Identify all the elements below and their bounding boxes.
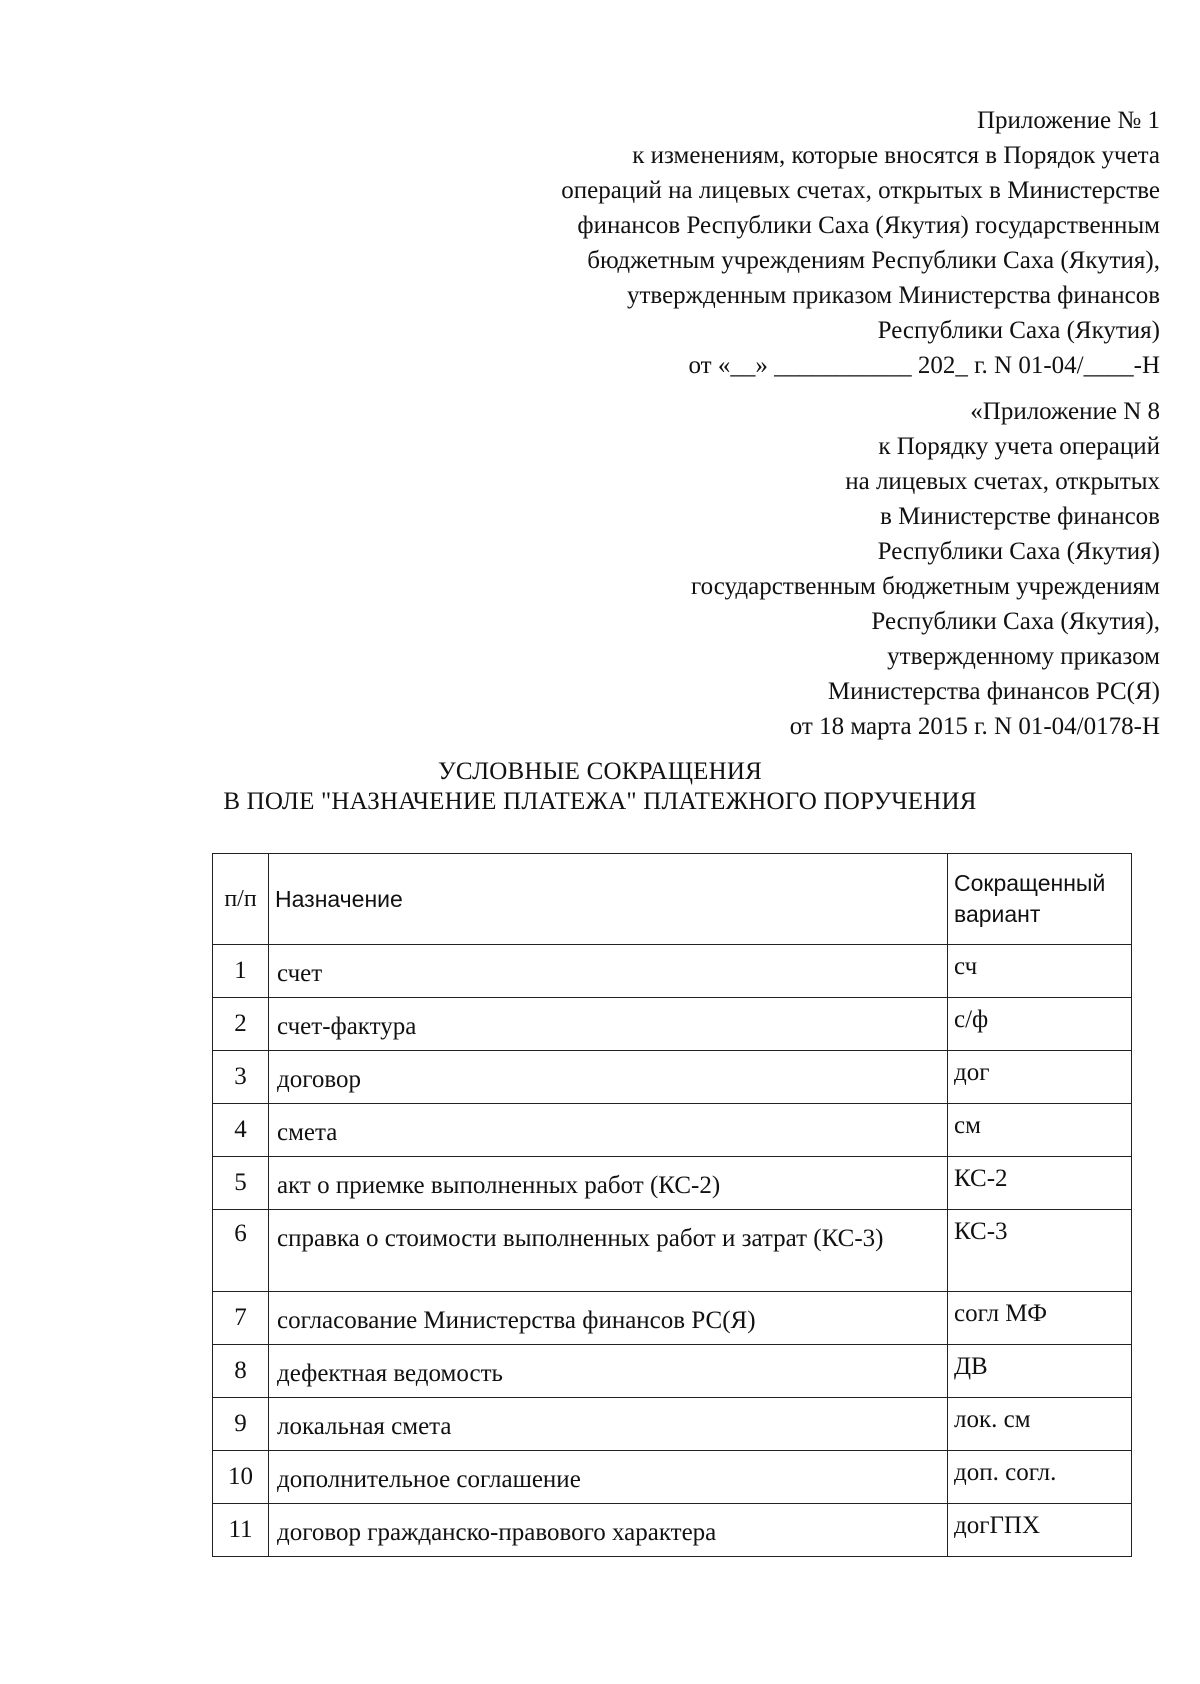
row-num: 6 — [213, 1210, 269, 1292]
appendix-8-line: Республики Саха (Якутия) — [877, 538, 1160, 565]
appendix-1-line: Республики Саха (Якутия) — [877, 317, 1160, 344]
appendix-1-line: финансов Республики Саха (Якутия) государственным — [577, 212, 1160, 239]
appendix-8-line: Республики Саха (Якутия), — [871, 608, 1160, 635]
appendix-8-line: Министерства финансов РС(Я) — [827, 678, 1160, 705]
row-name: дефектная ведомость — [269, 1345, 948, 1398]
appendix-1-header — [561, 103, 1160, 383]
table-header-row — [213, 854, 1132, 945]
row-name: договор гражданско-правового характера — [269, 1504, 948, 1557]
title-line-2: В ПОЛЕ "НАЗНАЧЕНИЕ ПЛАТЕЖА" ПЛАТЕЖНОГО ПОРУЧЕНИЯ — [223, 788, 977, 815]
row-abbr: лок. см — [948, 1398, 1132, 1451]
appendix-8-line: в Министерстве финансов — [880, 503, 1160, 530]
header-abbr: Сокращенный вариант — [948, 854, 1132, 945]
appendix-1-line: операций на лицевых счетах, открытых в Министерстве — [561, 177, 1160, 204]
table-row — [213, 945, 1132, 998]
table-row — [213, 1504, 1132, 1557]
table-row — [213, 1157, 1132, 1210]
row-name: договор — [269, 1051, 948, 1104]
appendix-8-header — [691, 394, 1160, 744]
row-abbr: КС-3 — [948, 1210, 1132, 1292]
appendix-1-line: утвержденным приказом Министерства финансов — [627, 282, 1160, 309]
row-abbr: ДВ — [948, 1345, 1132, 1398]
appendix-8-line: утвержденному приказом — [887, 643, 1160, 670]
table-row — [213, 1345, 1132, 1398]
table-row — [213, 1210, 1132, 1292]
row-name: согласование Министерства финансов РС(Я) — [269, 1292, 948, 1345]
appendix-1-line: бюджетным учреждениям Республики Саха (Якутия), — [587, 247, 1160, 274]
row-name: справка о стоимости выполненных работ и затрат (КС-3) — [269, 1210, 948, 1292]
row-name: дополнительное соглашение — [269, 1451, 948, 1504]
appendix-1-line: к изменениям, которые вносятся в Порядок учета — [632, 142, 1160, 169]
row-name: счет-фактура — [269, 998, 948, 1051]
table-row — [213, 1051, 1132, 1104]
title-line-1: УСЛОВНЫЕ СОКРАЩЕНИЯ — [437, 758, 763, 785]
appendix-1-line: от «__» ___________ 202_ г. N 01-04/____-Н — [688, 352, 1160, 379]
row-num: 11 — [213, 1504, 269, 1557]
table-row — [213, 998, 1132, 1051]
header-num: п/п — [213, 854, 269, 945]
appendix-8-line: от 18 марта 2015 г. N 01-04/0178-Н — [789, 713, 1160, 740]
row-name: локальная смета — [269, 1398, 948, 1451]
row-name: счет — [269, 945, 948, 998]
row-name: смета — [269, 1104, 948, 1157]
row-num: 7 — [213, 1292, 269, 1345]
row-name: акт о приемке выполненных работ (КС-2) — [269, 1157, 948, 1210]
header-name: Назначение — [269, 854, 948, 945]
row-abbr: КС-2 — [948, 1157, 1132, 1210]
row-abbr: с/ф — [948, 998, 1132, 1051]
appendix-1-line: Приложение № 1 — [976, 107, 1160, 134]
appendix-8-line: государственным бюджетным учреждениям — [690, 573, 1160, 600]
row-abbr: сч — [948, 945, 1132, 998]
row-abbr: дог — [948, 1051, 1132, 1104]
document-title — [0, 757, 1200, 817]
appendix-8-line: к Порядку учета операций — [878, 433, 1160, 460]
row-num: 10 — [213, 1451, 269, 1504]
row-num: 3 — [213, 1051, 269, 1104]
row-abbr: догГПХ — [948, 1504, 1132, 1557]
table-row — [213, 1292, 1132, 1345]
row-abbr: см — [948, 1104, 1132, 1157]
row-num: 1 — [213, 945, 269, 998]
row-num: 2 — [213, 998, 269, 1051]
table-row — [213, 1104, 1132, 1157]
abbreviations-table — [212, 853, 1131, 1557]
appendix-8-line: «Приложение N 8 — [970, 398, 1160, 425]
row-abbr: доп. согл. — [948, 1451, 1132, 1504]
table-row — [213, 1451, 1132, 1504]
table-row — [213, 1398, 1132, 1451]
row-abbr: согл МФ — [948, 1292, 1132, 1345]
appendix-8-line: на лицевых счетах, открытых — [845, 468, 1160, 495]
row-num: 5 — [213, 1157, 269, 1210]
row-num: 9 — [213, 1398, 269, 1451]
row-num: 8 — [213, 1345, 269, 1398]
row-num: 4 — [213, 1104, 269, 1157]
